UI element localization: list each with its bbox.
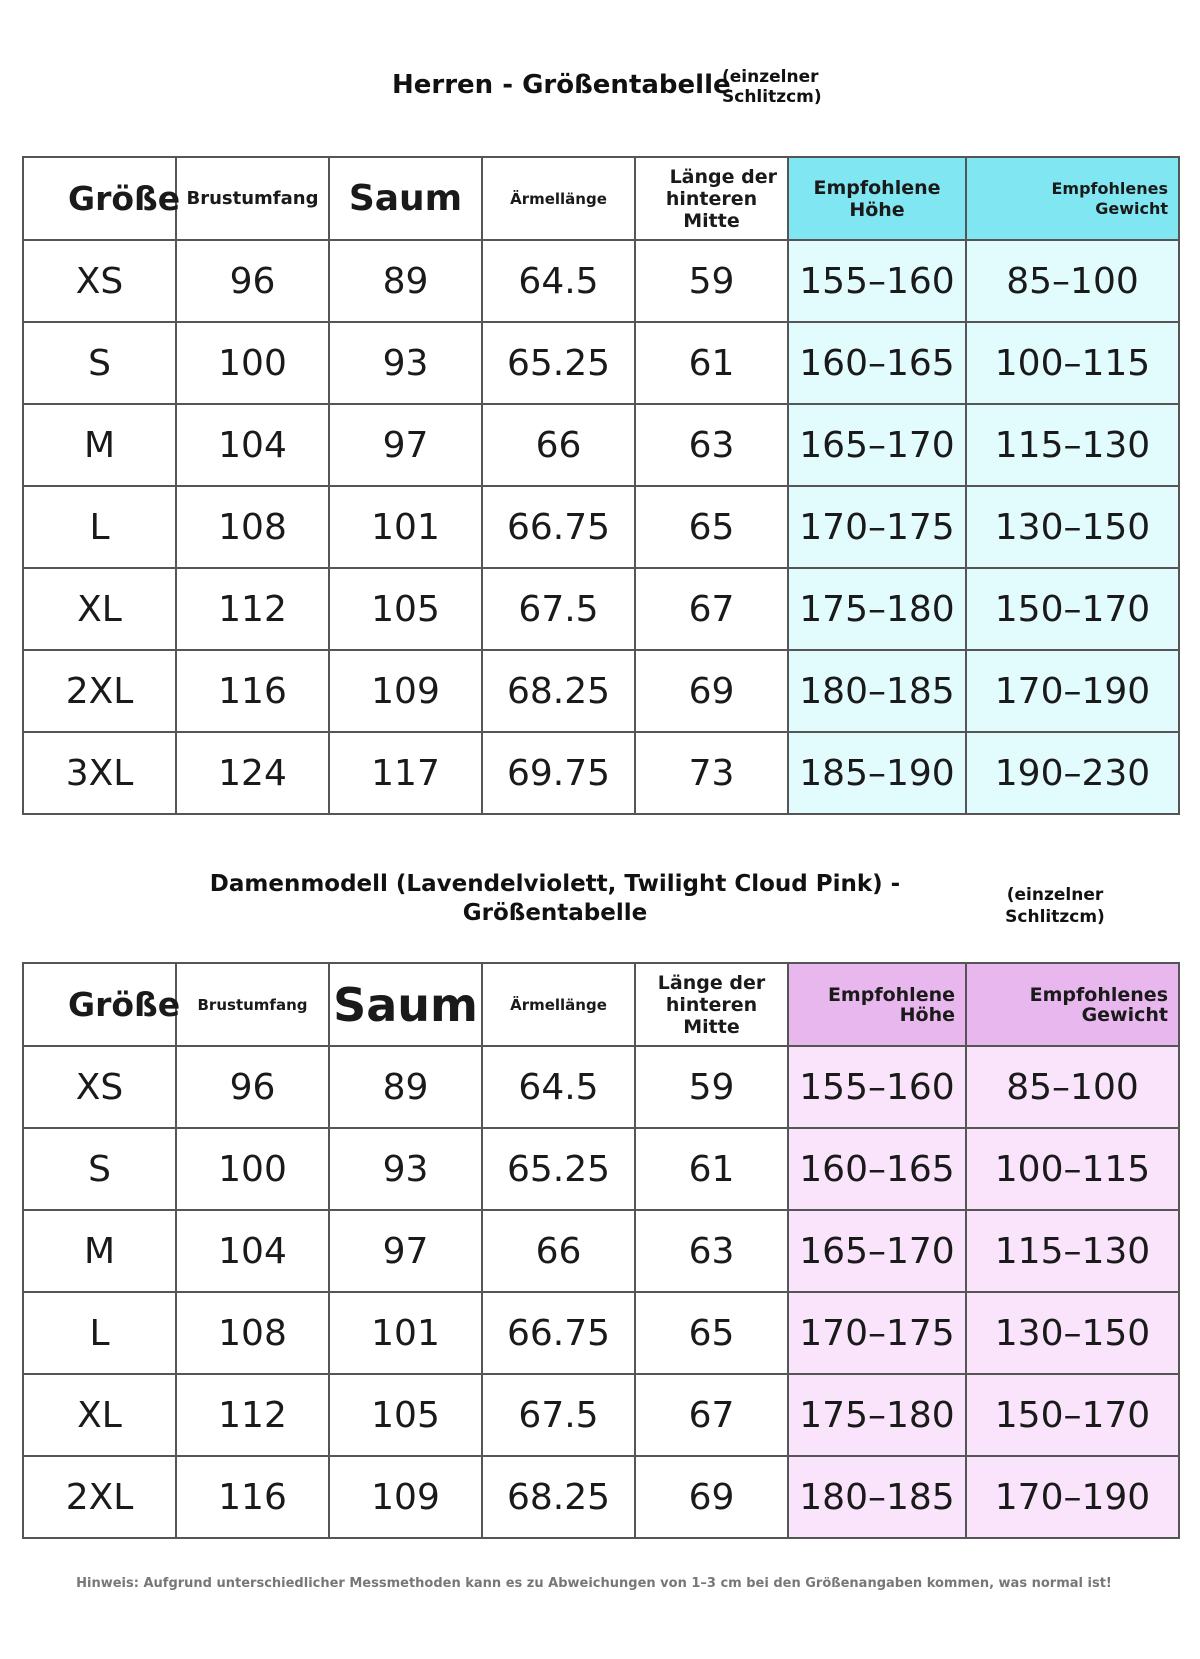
cell-chest: 124 [176, 732, 329, 814]
header-back-line1: Länge der [657, 971, 766, 994]
cell-rec-height: 170–175 [788, 1292, 966, 1374]
table-row [23, 322, 1179, 404]
cell-hem: 105 [329, 568, 482, 650]
cell-sleeve: 65.25 [482, 322, 635, 404]
table-row [23, 1292, 1179, 1374]
cell-chest: 100 [176, 322, 329, 404]
cell-hem: 101 [329, 486, 482, 568]
cell-chest: 116 [176, 1456, 329, 1538]
men-title-note [722, 67, 822, 107]
header-size: Größe [23, 963, 176, 1046]
table-row [23, 732, 1179, 814]
header-rec-weight [966, 963, 1179, 1046]
header-chest: Brustumfang [176, 963, 329, 1046]
cell-size: XS [23, 1046, 176, 1128]
cell-sleeve: 68.25 [482, 1456, 635, 1538]
cell-chest: 108 [176, 1292, 329, 1374]
table-row [23, 1046, 1179, 1128]
cell-size: L [23, 1292, 176, 1374]
table-row [23, 240, 1179, 322]
cell-back-length: 69 [635, 650, 788, 732]
cell-size: 3XL [23, 732, 176, 814]
cell-rec-height: 180–185 [788, 1456, 966, 1538]
header-weight-line1: Empfohlenes [1051, 178, 1168, 198]
cell-hem: 109 [329, 1456, 482, 1538]
cell-hem: 93 [329, 322, 482, 404]
header-rec-weight [966, 157, 1179, 240]
cell-rec-weight: 85–100 [966, 1046, 1179, 1128]
cell-hem: 89 [329, 1046, 482, 1128]
cell-sleeve: 65.25 [482, 1128, 635, 1210]
cell-back-length: 59 [635, 1046, 788, 1128]
header-hem: Saum [329, 157, 482, 240]
cell-size: XS [23, 240, 176, 322]
table-row [23, 486, 1179, 568]
cell-sleeve: 68.25 [482, 650, 635, 732]
footer-note: Hinweis: Aufgrund unterschiedlicher Messmethoden kann es zu Abweichungen von 1–3 cm bei den Größenangaben kommen, was normal ist! [76, 1576, 1112, 1591]
cell-back-length: 63 [635, 1210, 788, 1292]
header-rec-height [788, 157, 966, 240]
cell-rec-height: 165–170 [788, 404, 966, 486]
cell-size: M [23, 1210, 176, 1292]
cell-size: XL [23, 1374, 176, 1456]
cell-sleeve: 66.75 [482, 1292, 635, 1374]
header-rec-height [788, 963, 966, 1046]
table-row [23, 1374, 1179, 1456]
cell-hem: 93 [329, 1128, 482, 1210]
table-row [23, 404, 1179, 486]
header-back-line2: hinteren Mitte [665, 187, 758, 232]
cell-hem: 89 [329, 240, 482, 322]
cell-rec-height: 175–180 [788, 568, 966, 650]
cell-size: 2XL [23, 650, 176, 732]
cell-rec-height: 170–175 [788, 486, 966, 568]
cell-rec-height: 185–190 [788, 732, 966, 814]
women-note-line2: Schlitzcm) [1005, 907, 1105, 927]
cell-hem: 97 [329, 404, 482, 486]
cell-chest: 104 [176, 404, 329, 486]
cell-sleeve: 69.75 [482, 732, 635, 814]
cell-chest: 100 [176, 1128, 329, 1210]
header-size: Größe [23, 157, 176, 240]
cell-back-length: 65 [635, 1292, 788, 1374]
cell-sleeve: 64.5 [482, 240, 635, 322]
cell-rec-weight: 100–115 [966, 322, 1179, 404]
cell-rec-height: 155–160 [788, 1046, 966, 1128]
header-back-line1: Länge der [669, 165, 777, 188]
cell-chest: 112 [176, 1374, 329, 1456]
cell-back-length: 69 [635, 1456, 788, 1538]
cell-chest: 96 [176, 1046, 329, 1128]
table-row [23, 1456, 1179, 1538]
cell-size: XL [23, 568, 176, 650]
cell-rec-weight: 100–115 [966, 1128, 1179, 1210]
cell-chest: 112 [176, 568, 329, 650]
table-row [23, 568, 1179, 650]
header-weight-line2: Gewicht [1095, 198, 1168, 218]
header-back-line2: hinteren Mitte [665, 993, 758, 1038]
cell-rec-weight: 190–230 [966, 732, 1179, 814]
cell-size: L [23, 486, 176, 568]
cell-back-length: 61 [635, 322, 788, 404]
cell-rec-weight: 170–190 [966, 1456, 1179, 1538]
table-row [23, 650, 1179, 732]
table-header-row [23, 157, 1179, 240]
cell-size: S [23, 1128, 176, 1210]
cell-rec-weight: 150–170 [966, 568, 1179, 650]
women-size-chart-title [190, 870, 920, 928]
women-title-line1: Damenmodell (Lavendelviolett, Twilight Cloud Pink) - [209, 871, 901, 897]
cell-back-length: 73 [635, 732, 788, 814]
cell-chest: 108 [176, 486, 329, 568]
women-title-line2: Größentabelle [462, 900, 648, 926]
cell-rec-height: 155–160 [788, 240, 966, 322]
table-header-row [23, 963, 1179, 1046]
cell-rec-height: 175–180 [788, 1374, 966, 1456]
cell-back-length: 65 [635, 486, 788, 568]
women-title-note [1000, 884, 1110, 928]
cell-sleeve: 66 [482, 1210, 635, 1292]
cell-back-length: 63 [635, 404, 788, 486]
header-height-line2: Höhe [899, 1003, 955, 1026]
header-hem: Saum [329, 963, 482, 1046]
cell-chest: 104 [176, 1210, 329, 1292]
cell-size: M [23, 404, 176, 486]
men-size-table [22, 156, 1180, 815]
cell-sleeve: 67.5 [482, 1374, 635, 1456]
cell-sleeve: 64.5 [482, 1046, 635, 1128]
women-note-line1: (einzelner [1006, 885, 1104, 905]
cell-rec-height: 160–165 [788, 1128, 966, 1210]
header-height-line2: Höhe [849, 198, 905, 221]
cell-size: S [23, 322, 176, 404]
cell-hem: 117 [329, 732, 482, 814]
cell-hem: 97 [329, 1210, 482, 1292]
cell-rec-weight: 115–130 [966, 1210, 1179, 1292]
cell-back-length: 59 [635, 240, 788, 322]
header-sleeve: Ärmellänge [482, 963, 635, 1046]
cell-rec-weight: 115–130 [966, 404, 1179, 486]
cell-sleeve: 66 [482, 404, 635, 486]
header-weight-line2: Gewicht [1081, 1003, 1168, 1026]
men-size-chart-title: Herren - Größentabelle [392, 70, 731, 100]
cell-chest: 96 [176, 240, 329, 322]
table-row [23, 1128, 1179, 1210]
cell-size: 2XL [23, 1456, 176, 1538]
men-note-line1: (einzelner [722, 67, 819, 87]
cell-rec-weight: 85–100 [966, 240, 1179, 322]
cell-rec-weight: 130–150 [966, 1292, 1179, 1374]
header-sleeve: Ärmellänge [482, 157, 635, 240]
cell-rec-weight: 130–150 [966, 486, 1179, 568]
cell-back-length: 61 [635, 1128, 788, 1210]
cell-rec-weight: 150–170 [966, 1374, 1179, 1456]
cell-sleeve: 67.5 [482, 568, 635, 650]
cell-hem: 101 [329, 1292, 482, 1374]
header-height-line1: Empfohlene [813, 176, 941, 199]
cell-chest: 116 [176, 650, 329, 732]
header-weight-line1: Empfohlenes [1029, 983, 1168, 1006]
cell-rec-height: 180–185 [788, 650, 966, 732]
cell-rec-height: 165–170 [788, 1210, 966, 1292]
table-row [23, 1210, 1179, 1292]
cell-rec-height: 160–165 [788, 322, 966, 404]
women-size-table [22, 962, 1180, 1539]
cell-hem: 109 [329, 650, 482, 732]
header-height-line1: Empfohlene [827, 983, 955, 1006]
header-back-length [635, 963, 788, 1046]
cell-rec-weight: 170–190 [966, 650, 1179, 732]
cell-sleeve: 66.75 [482, 486, 635, 568]
cell-back-length: 67 [635, 1374, 788, 1456]
header-back-length [635, 157, 788, 240]
men-note-line2: Schlitzcm) [722, 87, 822, 107]
cell-hem: 105 [329, 1374, 482, 1456]
header-chest: Brustumfang [176, 157, 329, 240]
cell-back-length: 67 [635, 568, 788, 650]
